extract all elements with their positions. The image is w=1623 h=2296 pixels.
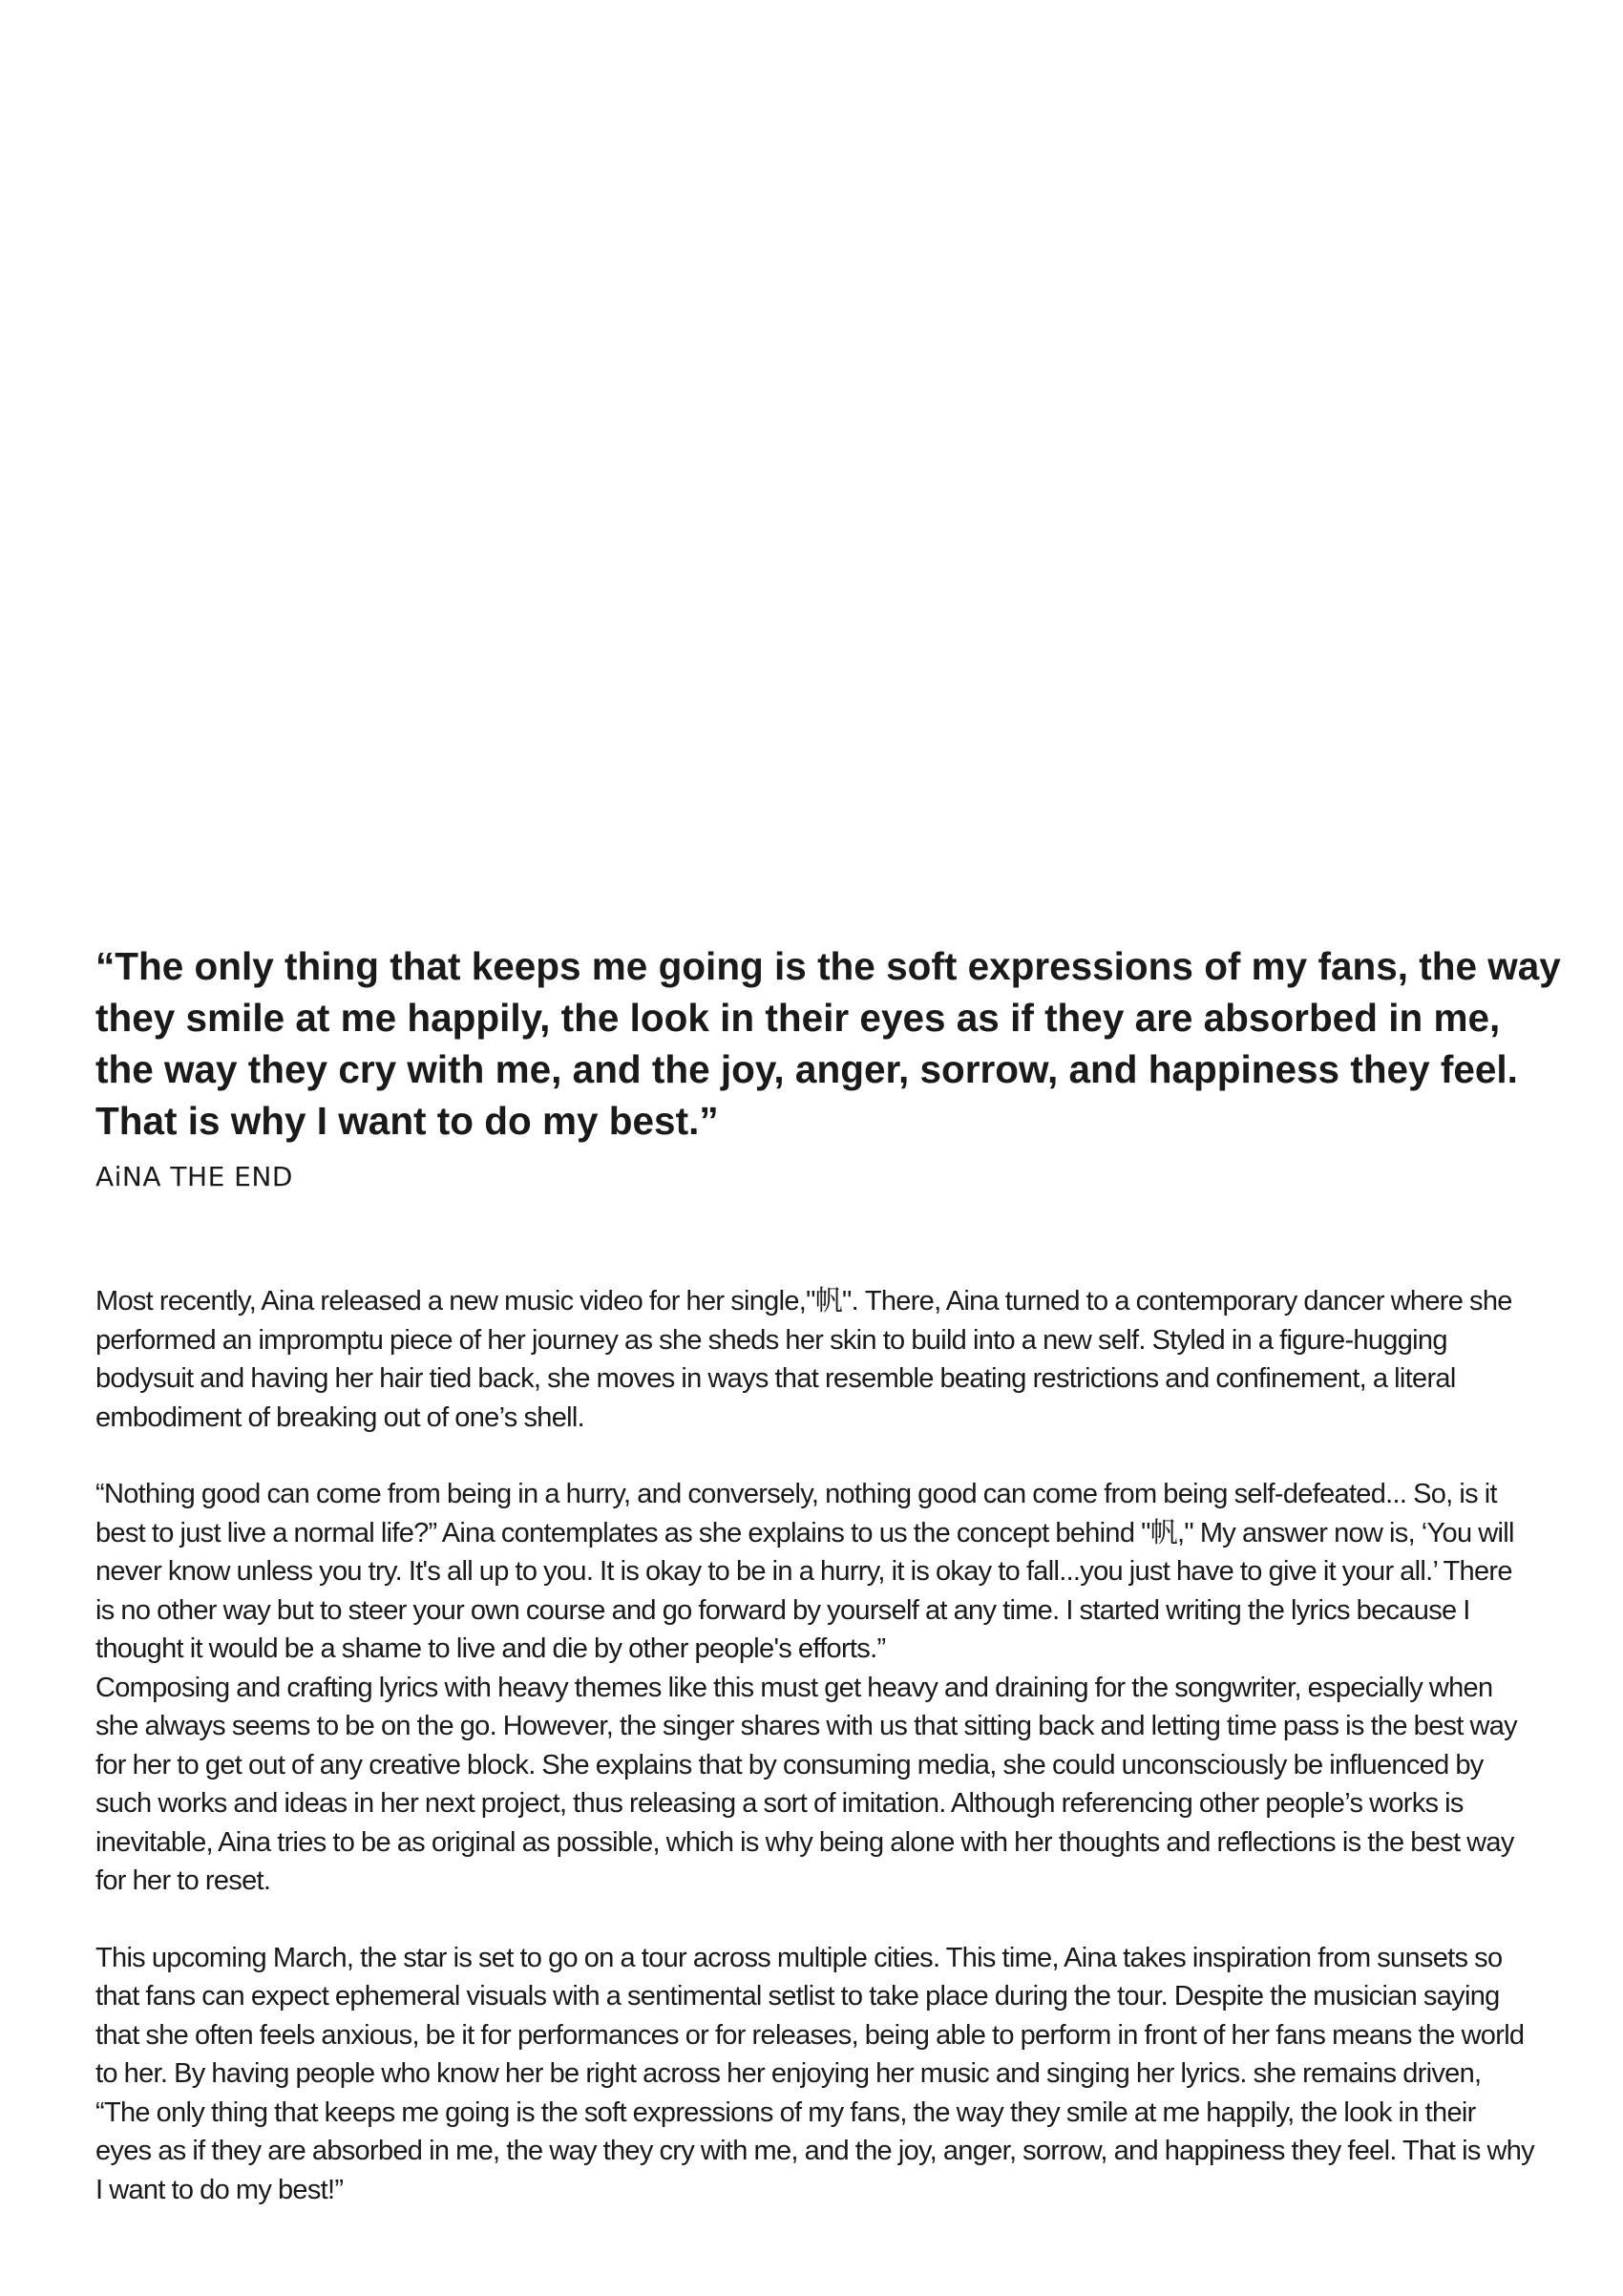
article-body: [95, 1282, 1537, 2209]
article-paragraph: “Nothing good can come from being in a hurry, and conversely, nothing good can come from being self-defeated... So, is it best to just live a normal life?” Aina contemplates as she explains to us the concept behind "帆," My answer now is, ‘You will never know unless you try. It's all up to you. It is okay to be in a hurry, it is okay to fall...you just have to give it your all.’ There is no other way but to steer your own course and go forward by yourself at any time. I started writing the lyrics because I thought it would be a shame to live and die by other people's efforts.”: [95, 1479, 1514, 1664]
article-paragraph: Composing and crafting lyrics with heavy themes like this must get heavy and draining for the songwriter, especially when she always seems to be on the go. However, the singer shares with us that sitting back and letting time pass is the best way for her to get out of any creative block. She explains that by consuming media, she could unconsciously be influenced by such works and ideas in her next project, thus releasing a sort of imitation. Although referencing other people’s works is inevitable, Aina tries to be as original as possible, which is why being alone with her thoughts and reflections is the best way for her to reset.: [95, 1672, 1517, 1896]
article-paragraph: Most recently, Aina released a new music video for her single,"帆". There, Aina turned to a contemporary dancer where she performed an impromptu piece of her journey as she sheds her skin to build into a new self. Styled in a figure-hugging bodysuit and having her hair tied back, she moves in ways that resemble beating restrictions and confinement, a literal embodiment of breaking out of one’s shell.: [95, 1286, 1512, 1433]
article-paragraph: This upcoming March, the star is set to go on a tour across multiple cities. This time, Aina takes inspiration from sunsets so that fans can expect ephemeral visuals with a sentimental setlist to take place during the tour. Despite the musician saying that she often feels anxious, be it for performances or for releases, being able to perform in front of her fans means the world to her. By having people who know her be right across her enjoying her music and singing her lyrics. she remains driven, “The only thing that keeps me going is the soft expressions of my fans, the way they smile at me happily, the look in their eyes as if they are absorbed in me, the way they cry with me, and the joy, anger, sorrow, and happiness they feel. That is why I want to do my best!”: [95, 1942, 1534, 2205]
quote-attribution: AiNA THE END: [95, 1161, 293, 1192]
pull-quote: “The only thing that keeps me going is the soft expressions of my fans, the way they smile at me happily, the look in their eyes as if they are absorbed in me, the way they cry with me, and the joy, anger, sorrow, and happiness they feel. That is why I want to do my best.”: [95, 944, 1561, 1143]
pull-quote-block: [95, 940, 1566, 1196]
